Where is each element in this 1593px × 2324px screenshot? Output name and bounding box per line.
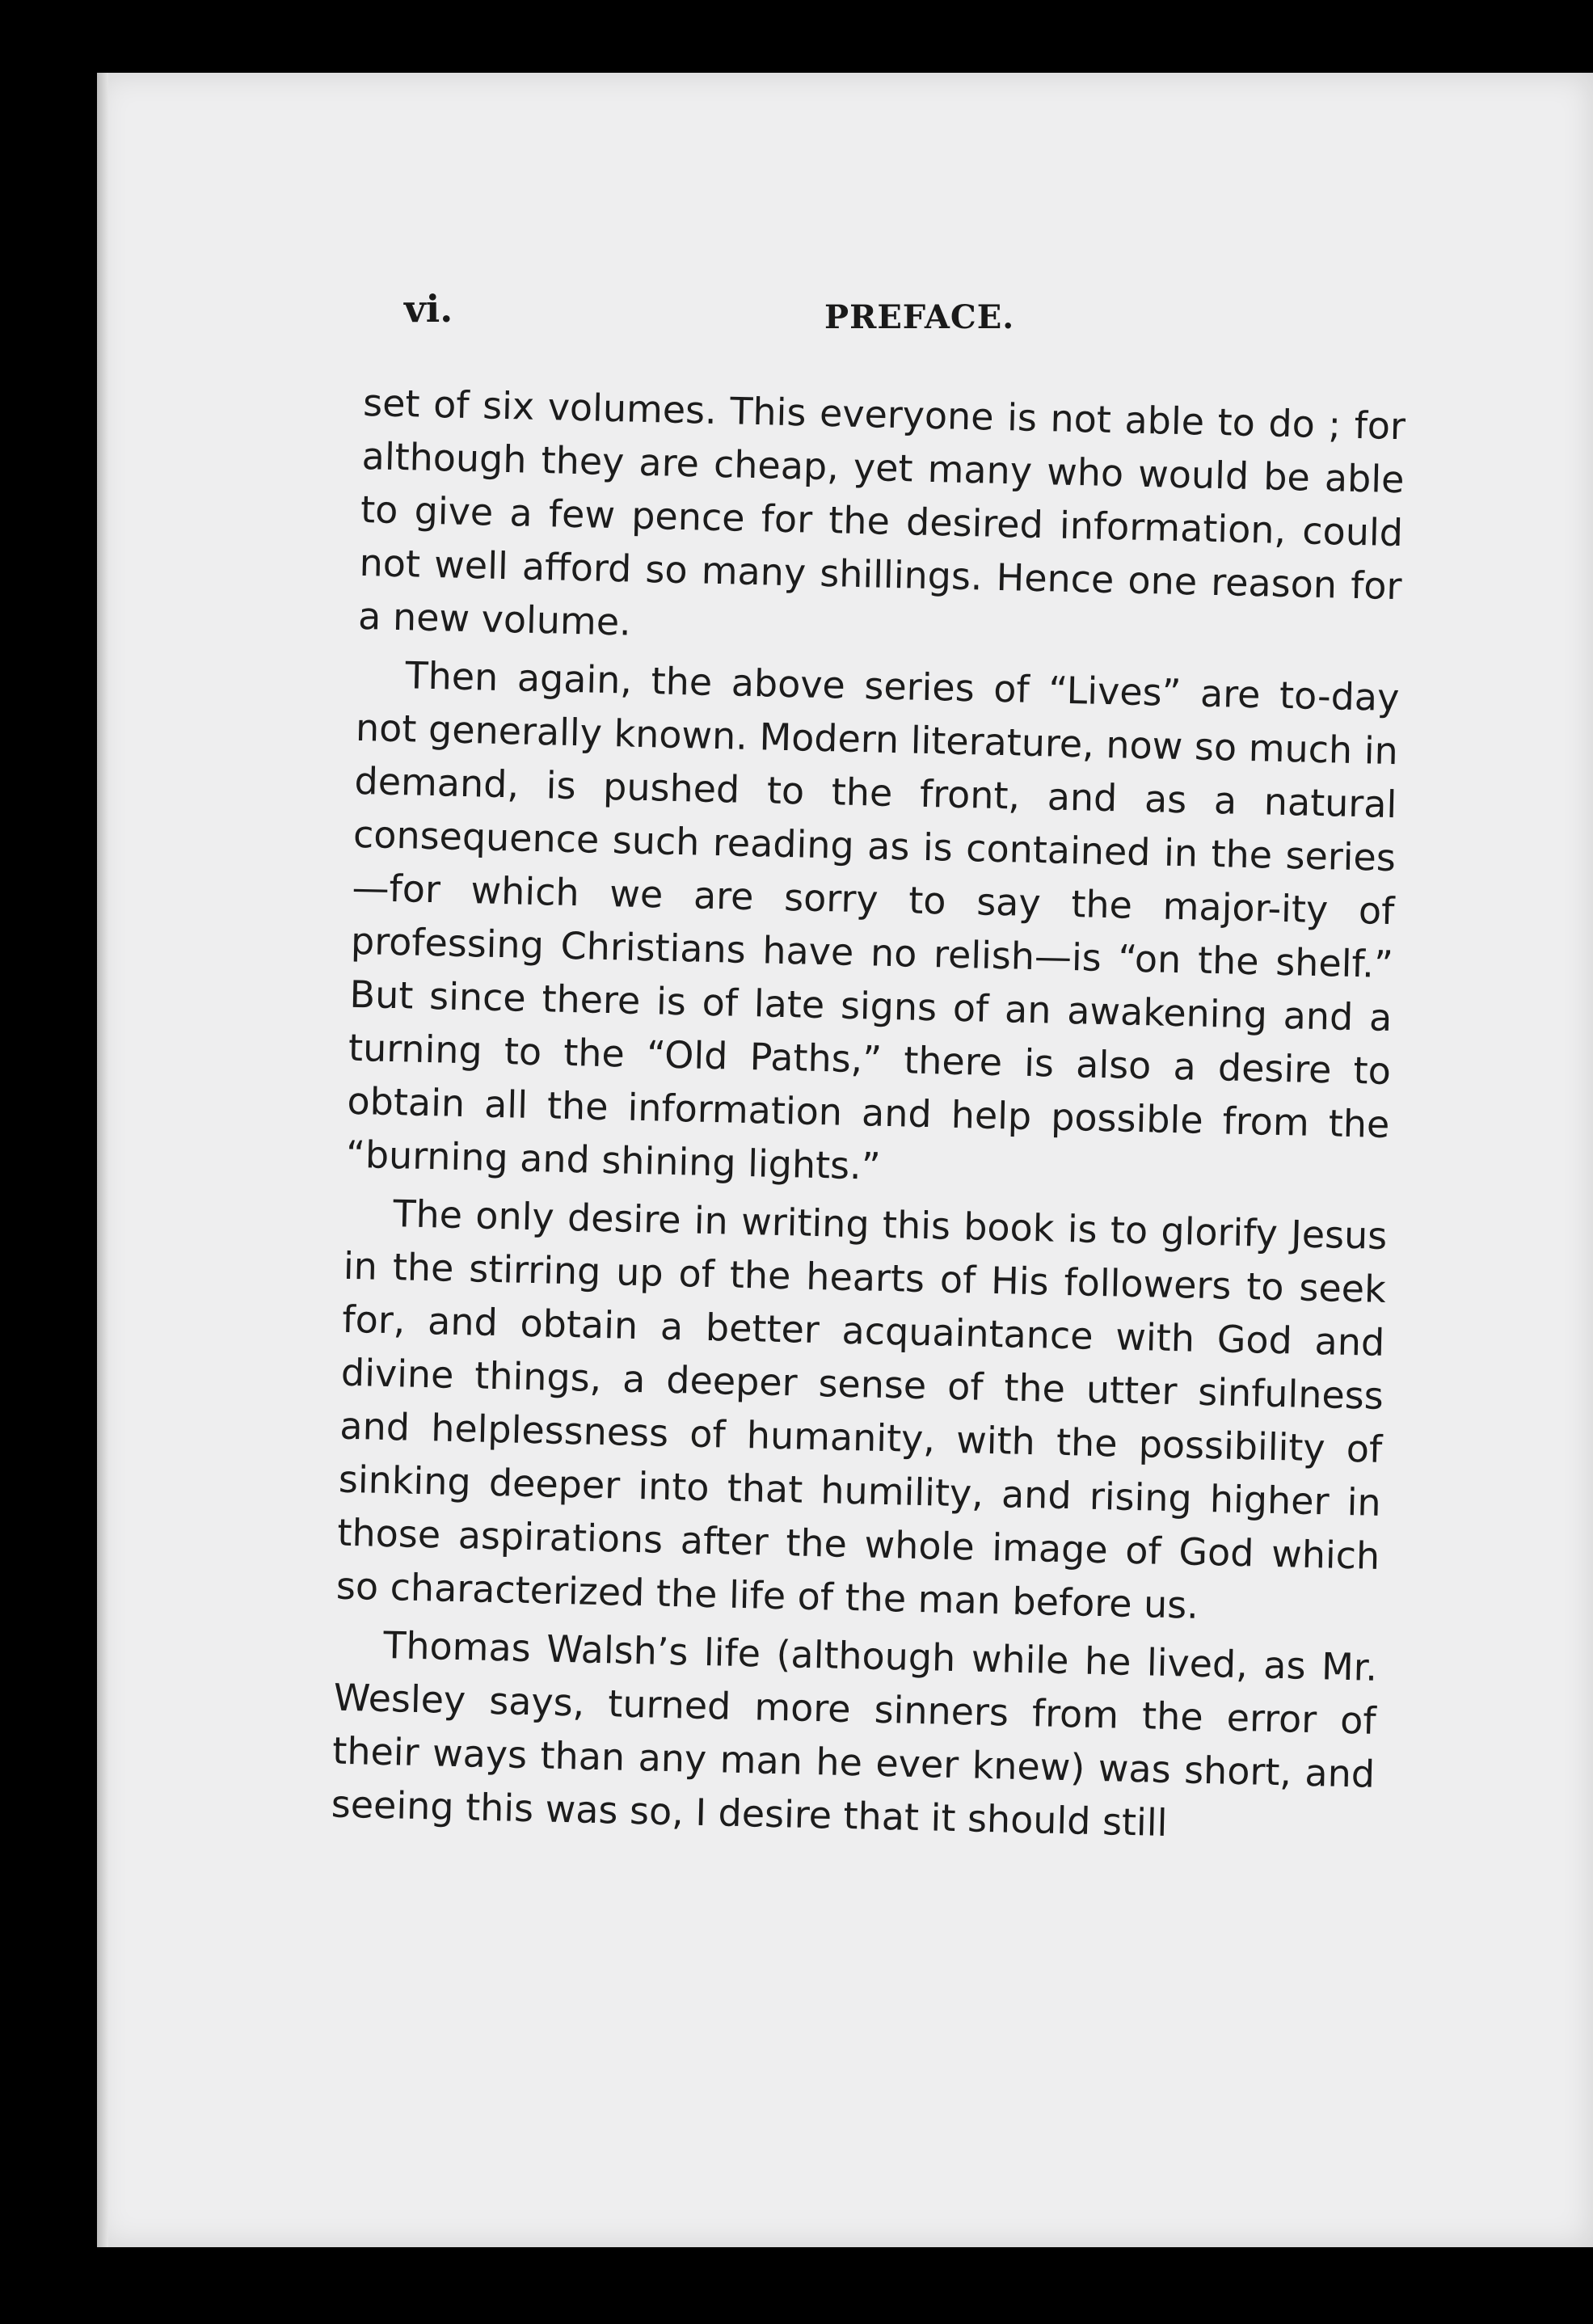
preface-body — [331, 376, 1406, 1854]
page-number: vi. — [404, 287, 453, 331]
paragraph-thomas-walsh: Thomas Walsh’s life (although while he lived, as Mr. Wesley says, turned more sinners from the error of their ways than any man he ever knew) was short, and seeing this was so, I desire that it should still — [331, 1622, 1378, 1845]
page-header — [404, 287, 1455, 352]
running-head-title: PREFACE. — [824, 298, 1015, 336]
page-binding-edge — [97, 73, 108, 2247]
paragraph-lives-series: Then again, the above series of “Lives” are to-day not generally known. Modern literature, now so much in demand, is pushed to the front, and as a natural consequence such reading as is contained in the series—for which we are sorry to say the major-ity of professing Christians have no relish—is “on the shelf.” But since there is of late signs of an awakening and a turning to the “Old Paths,” there is also a desire to obtain all the information and help possible from the “burning and shining lights.” — [345, 653, 1400, 1188]
paragraph-desire: The only desire in writing this book is to glorify Jesus in the stirring up of the hearts of His followers to seek for, and obtain a better acquaintance with God and divine things, a deeper sense of the utter sinfulness and helplessness of humanity, with the possibility of sinking deeper into that humility, and rising higher in those aspirations after the whole image of God which so characterized the life of the man before us. — [335, 1192, 1388, 1627]
paragraph-continuation: set of six volumes. This everyone is not able to do ; for although they are cheap, yet many who would be able to give a few pence for the desired information, could not well afford so many shillings. Hence one reason for a new volume. — [357, 380, 1406, 644]
